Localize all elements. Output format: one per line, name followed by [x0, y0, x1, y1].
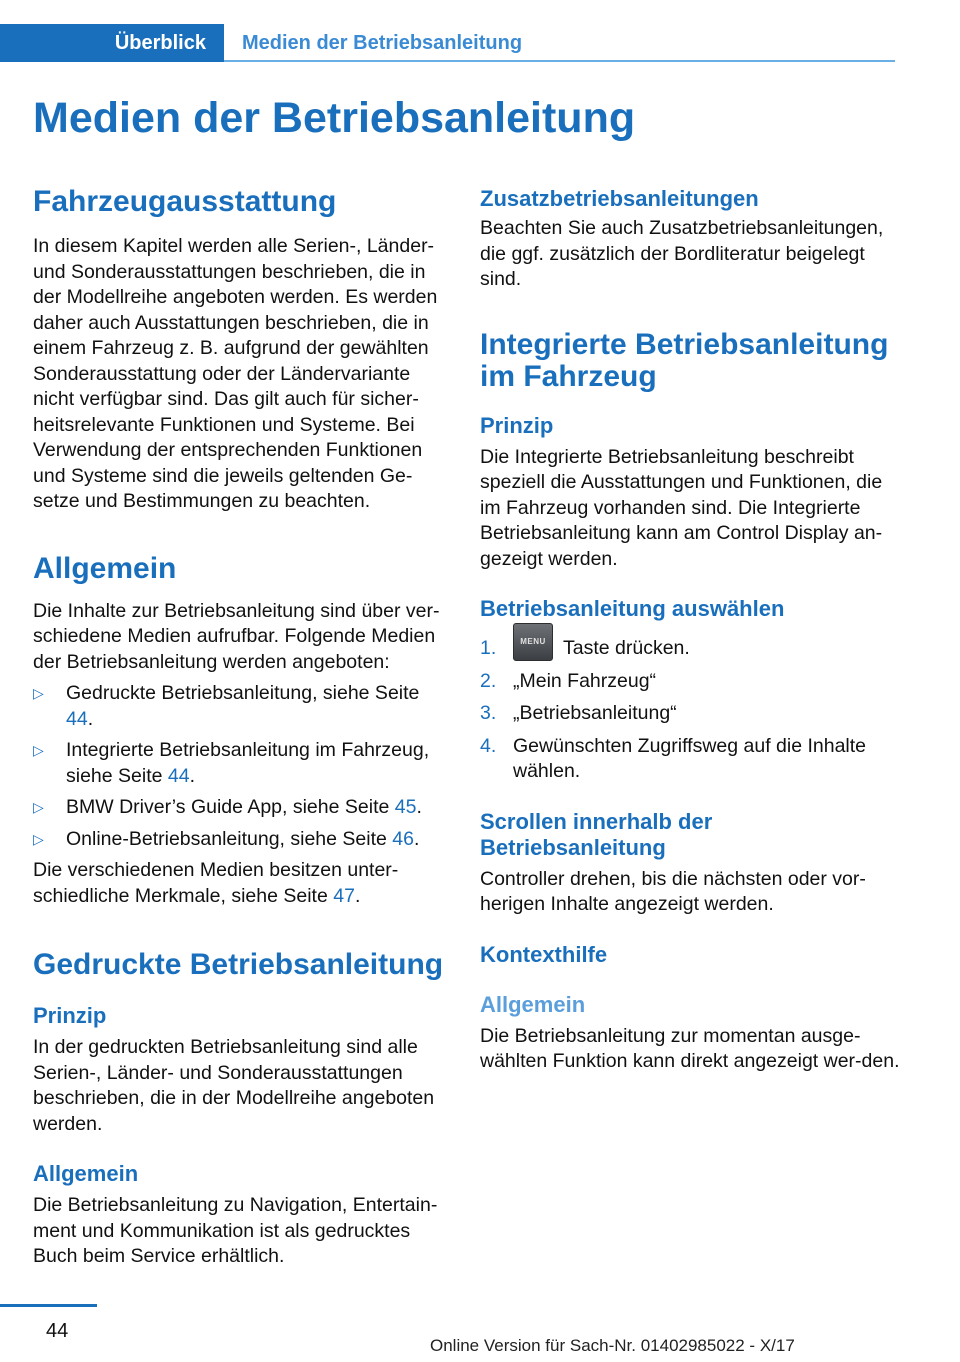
page-link[interactable]: 46	[392, 827, 414, 850]
step-number: 2.	[480, 669, 497, 692]
menu-button-icon: MENU	[513, 623, 553, 661]
list-item: 2. „Mein Fahrzeug“	[480, 669, 900, 695]
footer-divider	[0, 1304, 97, 1307]
section-breadcrumb[interactable]: Medien der Betriebsanleitung	[242, 32, 523, 54]
list-item: ▷ Integrierte Betriebsanleitung im Fahrzeug, siehe Seite 44.	[33, 738, 451, 789]
page-title: Medien der Betriebsanleitung	[33, 94, 636, 142]
header-divider	[224, 60, 895, 62]
heading-prinzip-integriert: Prinzip	[480, 412, 554, 438]
heading-allgemein-gedruckt: Allgemein	[33, 1161, 139, 1186]
zusatz-text: Beachten Sie auch Zusatzbetriebsanleitungen, die ggf. zusätzlich der Bordliteratur beigelegt sind.	[480, 217, 884, 290]
list-item: ▷ Gedruckte Betriebsanleitung, siehe Seite 44.	[33, 681, 451, 732]
list-item: ▷ Online-Betriebsanleitung, siehe Seite 46.	[33, 827, 451, 853]
heading-integrierte-betriebsanleitung: Integrierte Betriebsanleitung im Fahrzeug	[480, 327, 889, 393]
heading-fahrzeugausstattung: Fahrzeugausstattung	[33, 185, 337, 218]
gedruckt-prinzip-text: In der gedruckten Betriebsanleitung sind alle Serien-, Länder- und Sonderausstattungen beschrieben, die in der Modellreihe angeboten werden.	[33, 1036, 435, 1135]
page-link[interactable]: 45	[394, 796, 417, 818]
kontext-allgemein-text: Die Betriebsanleitung zur momentan ausge-wählten Funktion kann direkt angezeigt wer-den.	[480, 1024, 900, 1072]
allgemein-text: Die Inhalte zur Betriebsanleitung sind über ver-schiedene Medien aufrufbar. Folgende Medien der Betriebsanleitung werden angeboten:	[33, 599, 440, 673]
page-number: 44	[46, 1320, 69, 1342]
list-item: 3. „Betriebsanleitung“	[480, 701, 900, 727]
chapter-tab[interactable]: Überblick	[0, 24, 224, 62]
heading-betriebsanleitung-auswaehlen: Betriebsanleitung auswählen	[480, 596, 785, 621]
left-column	[33, 180, 451, 1270]
heading-kontexthilfe: Kontexthilfe	[480, 941, 608, 967]
list-item: ▷ BMW Driver’s Guide App, siehe Seite 45.	[33, 795, 451, 821]
list-item: 1. MENU Taste drücken.	[480, 636, 900, 662]
gedruckt-allgemein-text: Die Betriebsanleitung zu Navigation, Entertain-ment und Kommunikation ist als gedrucktes Buch beim Service erhältlich.	[33, 1194, 438, 1267]
list-item: 4. Gewünschten Zugriffsweg auf die Inhalte wählen.	[480, 734, 867, 782]
prinzip-text: Die Integrierte Betriebsanleitung beschreibt speziell die Ausstattungen und Funktionen, die im Fahrzeug vorhanden sind. Die Integrierte Betriebsanleitung kann am Control Display an-gezeigt werden.	[480, 445, 883, 570]
heading-scrollen: Scrollen innerhalb der Betriebsanleitung	[480, 808, 713, 860]
heading-zusatzbetriebsanleitungen: Zusatzbetriebsanleitungen	[480, 186, 759, 211]
page-header	[0, 24, 895, 62]
step-number: 1.	[480, 637, 497, 659]
heading-gedruckte-betriebsanleitung: Gedruckte Betriebsanleitung	[33, 948, 444, 981]
fahrzeugausstattung-text: In diesem Kapitel werden alle Serien-, Länder- und Sonderausstattungen beschrieben, die in der Modellreihe angeboten werden. Es werden daher auch Ausstattungen beschrieben, die in einem Fahrzeug z. B. aufgrund der gewählten Sonderausstattung oder der Ländervariante nicht verfügbar sind. Das gilt auch für sicher-heitsrelevante Funktionen und Systeme. Bei Verwendung der entsprechenden Funktionen und Systeme sind die jeweils geltenden Ge-setze und Bestimmungen zu beachten.	[33, 235, 438, 512]
heading-allgemein: Allgemein	[33, 551, 177, 585]
right-column	[480, 180, 900, 1075]
step-number: 4.	[480, 734, 497, 757]
steps-list	[480, 636, 900, 785]
media-list	[33, 681, 451, 852]
page-link[interactable]: 44	[167, 764, 190, 787]
merkmale-text: Die verschiedenen Medien besitzen unter-schiedliche Merkmale, siehe Seite 47.	[33, 859, 399, 907]
scrollen-text: Controller drehen, bis die nächsten oder vor-herigen Inhalte angezeigt werden.	[480, 867, 866, 915]
online-version-note: Online Version für Sach-Nr. 01402985022 - X/17	[430, 1336, 795, 1355]
heading-allgemein-kontext: Allgemein	[480, 991, 586, 1017]
step-number: 3.	[480, 702, 497, 724]
page-link[interactable]: 44	[66, 707, 88, 730]
page-link[interactable]: 47	[333, 884, 355, 907]
heading-prinzip: Prinzip	[33, 1003, 107, 1028]
